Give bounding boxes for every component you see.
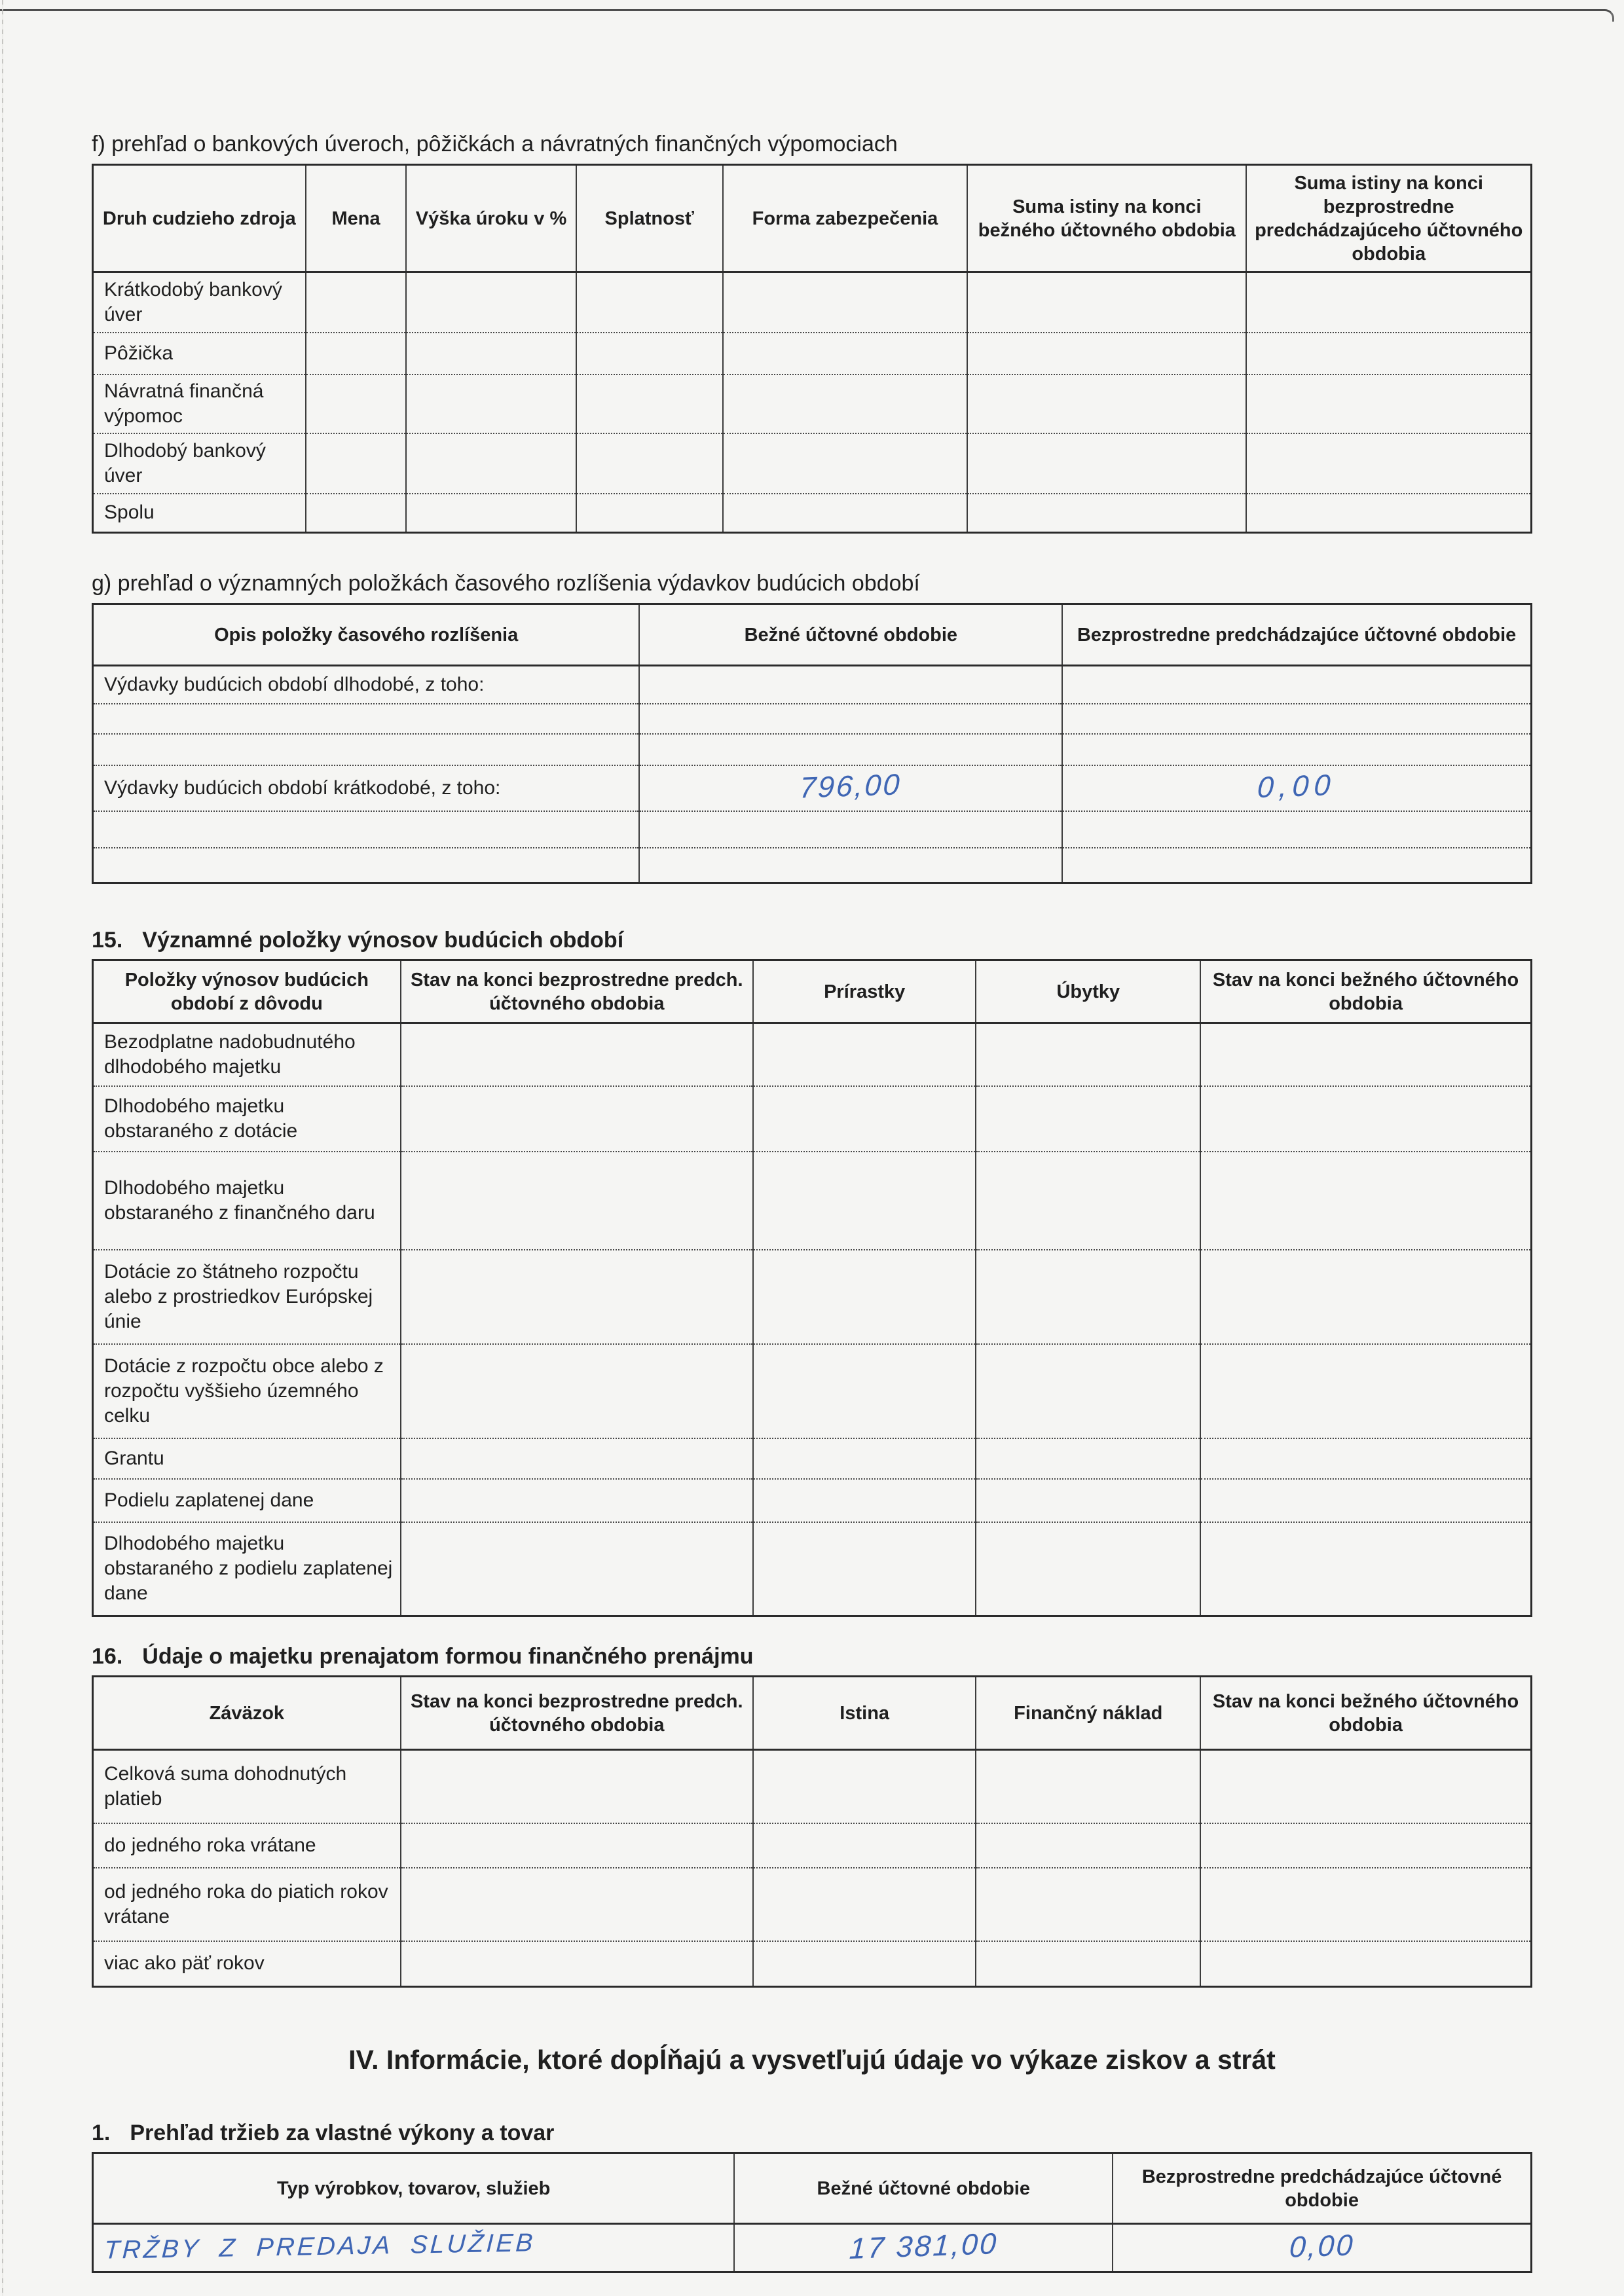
value-cell: [1062, 666, 1531, 704]
table-row: [93, 1823, 1532, 1868]
value-cell: [576, 433, 723, 494]
column-header: Opis položky časového rozlíšenia: [93, 604, 640, 666]
value-cell: [306, 272, 407, 333]
value-cell: [1246, 374, 1531, 433]
handwritten-amount: 17 381,00: [848, 2226, 999, 2265]
value-cell: [401, 1823, 753, 1868]
value-cell: [576, 272, 723, 333]
table-row: [93, 1344, 1532, 1438]
table-row: [93, 433, 1532, 494]
value-cell: [1062, 734, 1531, 765]
column-header: Bezprostredne predchádzajúce účtovné obdobie: [1113, 2153, 1531, 2224]
section-title-text: Údaje o majetku prenajatom formou finančného prenájmu: [142, 1644, 754, 1669]
value-cell: [967, 272, 1246, 333]
value-cell: [406, 433, 576, 494]
table-row: [93, 734, 1532, 765]
handwritten-amount: 0,00: [1288, 2227, 1356, 2264]
value-cell: [753, 1086, 976, 1152]
value-cell: [1200, 1086, 1531, 1152]
value-cell: [753, 1344, 976, 1438]
section-number: 15.: [92, 928, 123, 953]
value-cell: [1200, 1344, 1531, 1438]
row-label-cell: Dotácie zo štátneho rozpočtu alebo z prostriedkov Európskej únie: [93, 1250, 401, 1344]
column-header: Stav na konci bežného účtovného obdobia: [1200, 960, 1531, 1023]
value-cell: [1200, 1250, 1531, 1344]
value-cell: [753, 1750, 976, 1823]
value-cell: [401, 1522, 753, 1616]
document-content: [92, 0, 1532, 2273]
table-row: [93, 704, 1532, 734]
value-cell: [401, 1438, 753, 1479]
value-cell: [723, 494, 967, 533]
value-cell: [639, 765, 1062, 811]
value-cell: [406, 333, 576, 374]
value-cell: [576, 494, 723, 533]
column-header: Suma istiny na konci bežného účtovného obdobia: [967, 165, 1246, 272]
section-f-title: f) prehľad o bankových úveroch, pôžičkách a návratných finančných výpomociach: [92, 132, 898, 156]
section-title-text: Prehľad tržieb za vlastné výkony a tovar: [130, 2121, 555, 2145]
value-cell: [753, 1823, 976, 1868]
value-cell: [723, 433, 967, 494]
value-cell: [1246, 272, 1531, 333]
row-label-cell: [93, 704, 640, 734]
value-cell: [306, 333, 407, 374]
value-cell: [967, 433, 1246, 494]
value-cell: [753, 1152, 976, 1250]
value-cell: [401, 1941, 753, 1987]
value-cell: [976, 1250, 1200, 1344]
value-cell: [1062, 704, 1531, 734]
row-label-cell: Dlhodobý bankový úver: [93, 433, 306, 494]
table-row: [93, 765, 1532, 811]
value-cell: [976, 1438, 1200, 1479]
value-cell: [976, 1750, 1200, 1823]
value-cell: [306, 374, 407, 433]
column-header: Stav na konci bezprostredne predch. účtovného obdobia: [401, 960, 753, 1023]
section-number: 16.: [92, 1644, 123, 1669]
value-cell: [1200, 1941, 1531, 1987]
value-cell: [576, 333, 723, 374]
value-cell: [723, 374, 967, 433]
value-cell: [1113, 2224, 1531, 2272]
value-cell: [401, 1344, 753, 1438]
row-label-cell: Dlhodobého majetku obstaraného z podielu zaplatenej dane: [93, 1522, 401, 1616]
column-header: Typ výrobkov, tovarov, služieb: [93, 2153, 735, 2224]
value-cell: [1200, 1152, 1531, 1250]
value-cell: [406, 272, 576, 333]
value-cell: [976, 1479, 1200, 1522]
value-cell: [576, 374, 723, 433]
value-cell: [639, 704, 1062, 734]
accruals-header-row: [93, 604, 1532, 666]
row-label-cell: Dotácie z rozpočtu obce alebo z rozpočtu vyššieho územného celku: [93, 1344, 401, 1438]
value-cell: [1246, 433, 1531, 494]
table-row: [93, 1750, 1532, 1823]
revenues-table: [92, 2152, 1532, 2273]
value-cell: [976, 1941, 1200, 1987]
column-header: Forma zabezpečenia: [723, 165, 967, 272]
column-header: Splatnosť: [576, 165, 723, 272]
deferred-income-table: [92, 959, 1532, 1617]
column-header: Bezprostredne predchádzajúce účtovné obdobie: [1062, 604, 1531, 666]
value-cell: [306, 494, 407, 533]
row-label-cell: viac ako päť rokov: [93, 1941, 401, 1987]
row-label-cell: Spolu: [93, 494, 306, 533]
deferred-income-header-row: [93, 960, 1532, 1023]
value-cell: [306, 433, 407, 494]
row-label-cell: Podielu zaplatenej dane: [93, 1479, 401, 1522]
column-header: Bežné účtovné obdobie: [639, 604, 1062, 666]
value-cell: [753, 1023, 976, 1086]
table-row: [93, 1023, 1532, 1086]
value-cell: [1200, 1522, 1531, 1616]
value-cell: [1200, 1023, 1531, 1086]
value-cell: [967, 374, 1246, 433]
table-row: [93, 1522, 1532, 1616]
row-label-cell: Dlhodobého majetku obstaraného z finančného daru: [93, 1152, 401, 1250]
revenues-header-row: [93, 2153, 1532, 2224]
column-header: Stav na konci bežného účtovného obdobia: [1200, 1677, 1531, 1750]
leases-table: [92, 1675, 1532, 1988]
value-cell: [1200, 1479, 1531, 1522]
value-cell: [639, 811, 1062, 848]
row-label-cell: [93, 2224, 735, 2272]
scan-edge-left: [2, 0, 3, 2296]
row-label-cell: Pôžička: [93, 333, 306, 374]
section-15-title: [92, 926, 1532, 955]
table-row: [93, 494, 1532, 533]
part-iv-heading: IV. Informácie, ktoré dopĺňajú a vysvetľujú údaje vo výkaze ziskov a strát: [348, 2045, 1276, 2075]
column-header: Výška úroku v %: [406, 165, 576, 272]
table-row: [93, 848, 1532, 883]
row-label-cell: [93, 811, 640, 848]
row-label-cell: [93, 734, 640, 765]
value-cell: [406, 494, 576, 533]
value-cell: [639, 848, 1062, 883]
row-label-cell: Dlhodobého majetku obstaraného z dotácie: [93, 1086, 401, 1152]
column-header: Záväzok: [93, 1677, 401, 1750]
table-row: [93, 374, 1532, 433]
value-cell: [976, 1152, 1200, 1250]
section-number: 1.: [92, 2121, 111, 2145]
column-header: Istina: [753, 1677, 976, 1750]
value-cell: [1246, 333, 1531, 374]
table-row: [93, 811, 1532, 848]
section-g-title: g) prehľad o významných položkách časového rozlíšenia výdavkov budúcich období: [92, 571, 920, 596]
loans-header-row: [93, 165, 1532, 272]
handwritten-amount: 0,00: [1257, 767, 1337, 804]
table-row: [93, 2224, 1532, 2272]
value-cell: [976, 1344, 1200, 1438]
value-cell: [753, 1250, 976, 1344]
table-row: [93, 272, 1532, 333]
value-cell: [1062, 811, 1531, 848]
value-cell: [1200, 1438, 1531, 1479]
value-cell: [753, 1941, 976, 1987]
table-row: [93, 1868, 1532, 1941]
value-cell: [723, 272, 967, 333]
table-row: [93, 666, 1532, 704]
leases-header-row: [93, 1677, 1532, 1750]
row-label-cell: [93, 848, 640, 883]
table-row: [93, 1086, 1532, 1152]
column-header: Stav na konci bezprostredne predch. účtovného obdobia: [401, 1677, 753, 1750]
handwritten-revenue-type: TRŽBY Z PREDAJA SLUŽIEB: [103, 2229, 536, 2265]
value-cell: [1062, 765, 1531, 811]
value-cell: [401, 1750, 753, 1823]
table-row: [93, 333, 1532, 374]
value-cell: [723, 333, 967, 374]
value-cell: [976, 1023, 1200, 1086]
value-cell: [734, 2224, 1113, 2272]
row-label-cell: do jedného roka vrátane: [93, 1823, 401, 1868]
value-cell: [1246, 494, 1531, 533]
handwritten-amount: 796,00: [799, 767, 903, 805]
column-header: Bežné účtovné obdobie: [734, 2153, 1113, 2224]
row-label-cell: Návratná finančná výpomoc: [93, 374, 306, 433]
row-label-cell: od jedného roka do piatich rokov vrátane: [93, 1868, 401, 1941]
value-cell: [639, 666, 1062, 704]
table-row: [93, 1479, 1532, 1522]
value-cell: [967, 333, 1246, 374]
value-cell: [753, 1522, 976, 1616]
table-row: [93, 1152, 1532, 1250]
row-label-cell: Krátkodobý bankový úver: [93, 272, 306, 333]
section-1-title: [92, 2119, 1532, 2147]
table-row: [93, 1438, 1532, 1479]
value-cell: [753, 1479, 976, 1522]
column-header: Mena: [306, 165, 407, 272]
value-cell: [753, 1438, 976, 1479]
column-header: Finančný náklad: [976, 1677, 1200, 1750]
value-cell: [967, 494, 1246, 533]
value-cell: [401, 1086, 753, 1152]
value-cell: [406, 374, 576, 433]
row-label-cell: Grantu: [93, 1438, 401, 1479]
value-cell: [753, 1868, 976, 1941]
value-cell: [401, 1152, 753, 1250]
value-cell: [976, 1086, 1200, 1152]
accruals-table: [92, 603, 1532, 884]
table-row: [93, 1941, 1532, 1987]
value-cell: [639, 734, 1062, 765]
value-cell: [401, 1023, 753, 1086]
row-label-cell: Bezodplatne nadobudnutého dlhodobého majetku: [93, 1023, 401, 1086]
value-cell: [976, 1823, 1200, 1868]
row-label-cell: Celková suma dohodnutých platieb: [93, 1750, 401, 1823]
column-header: Suma istiny na konci bezprostredne predchádzajúceho účtovného obdobia: [1246, 165, 1531, 272]
value-cell: [976, 1868, 1200, 1941]
column-header: Položky výnosov budúcich období z dôvodu: [93, 960, 401, 1023]
column-header: Druh cudzieho zdroja: [93, 165, 306, 272]
value-cell: [1200, 1868, 1531, 1941]
column-header: Úbytky: [976, 960, 1200, 1023]
section-16-title: [92, 1642, 1532, 1671]
value-cell: [401, 1250, 753, 1344]
value-cell: [1200, 1750, 1531, 1823]
section-title-text: Významné položky výnosov budúcich období: [142, 928, 624, 953]
value-cell: [401, 1479, 753, 1522]
row-label-cell: Výdavky budúcich období dlhodobé, z toho:: [93, 666, 640, 704]
value-cell: [401, 1868, 753, 1941]
value-cell: [1062, 848, 1531, 883]
row-label-cell: Výdavky budúcich období krátkodobé, z toho:: [93, 765, 640, 811]
value-cell: [1200, 1823, 1531, 1868]
table-row: [93, 1250, 1532, 1344]
value-cell: [976, 1522, 1200, 1616]
column-header: Prírastky: [753, 960, 976, 1023]
loans-table: [92, 164, 1532, 534]
